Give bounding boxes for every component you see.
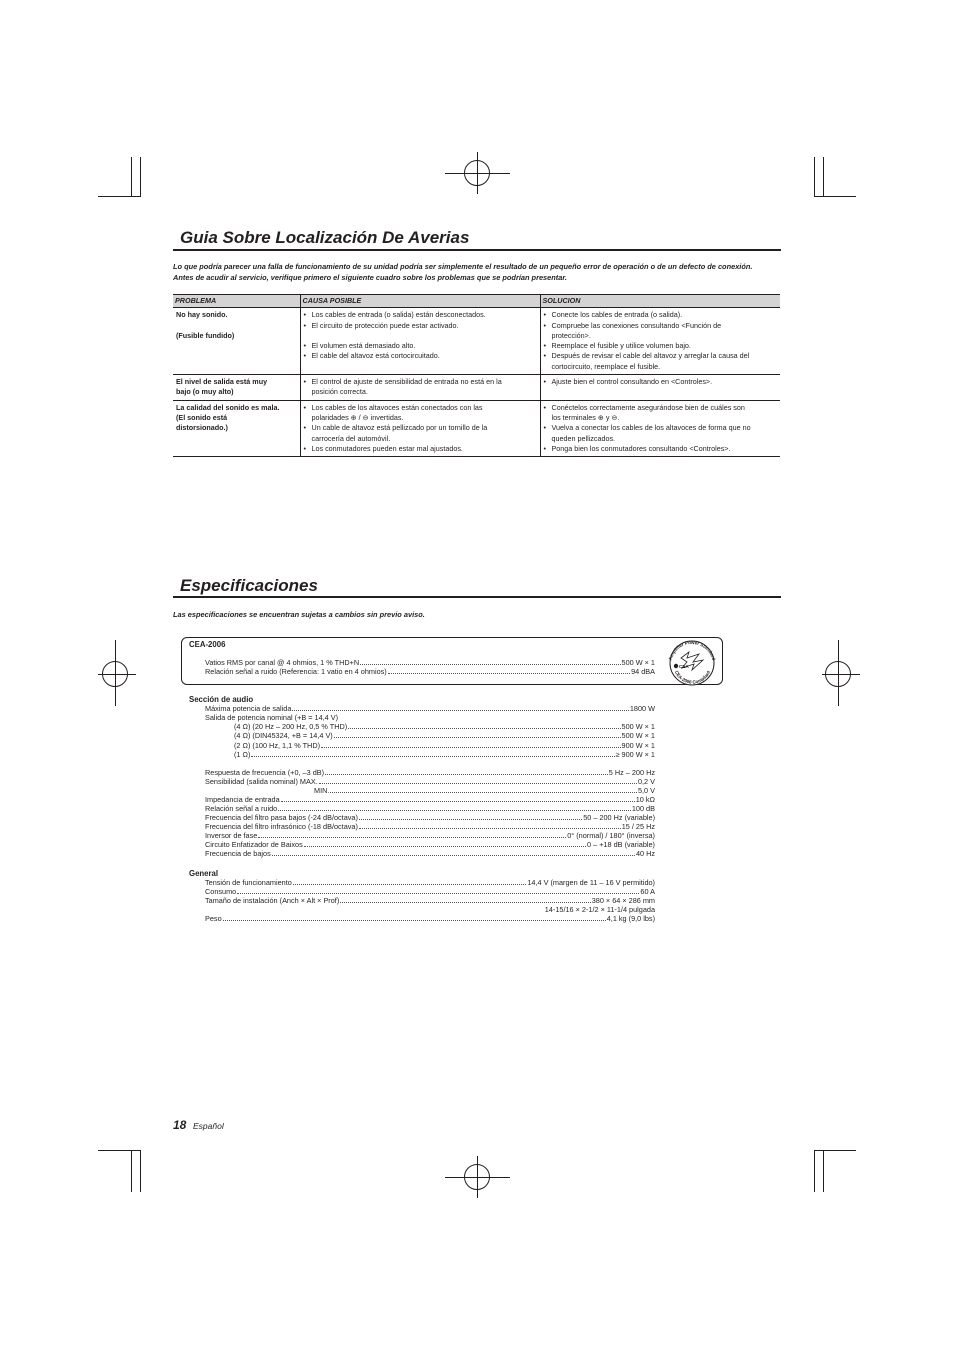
spec-label: Respuesta de frecuencia (+0, –3 dB): [205, 768, 325, 777]
item-line: • Los cables de entrada (o salida) están desconectados.: [311, 310, 486, 320]
leader-dots: [359, 813, 582, 820]
item-line: • Compruebe las conexiones consultando <Función de: [551, 320, 722, 330]
general-heading: General: [189, 869, 219, 878]
spec-label: Frecuencia del filtro infrasónico (-18 dB/octava): [205, 822, 358, 831]
solution-item: [544, 351, 778, 372]
badge-arc-bottom: CEA-2006 Compliant: [673, 669, 712, 685]
badge-arc-top: Amplifier Power Standard: [667, 639, 717, 661]
cause-item: [304, 341, 537, 351]
spec-value: 380 × 64 × 286 mm: [591, 896, 655, 905]
spec-label: Inversor de fase: [205, 831, 258, 840]
leader-dots: [206, 905, 544, 912]
spec-row: [205, 878, 655, 887]
table-row: [173, 400, 780, 456]
audio-heading: Sección de audio: [189, 695, 254, 704]
leader-dots: [330, 786, 637, 793]
leader-dots: [334, 731, 621, 738]
spec-value: 100 dB: [631, 804, 655, 813]
spec-label: Tamaño de instalación (Anch × Alt × Prof): [205, 896, 340, 905]
leader-dots: [319, 777, 637, 784]
spec-value: 60 A: [640, 887, 655, 896]
item-line: • Conecte los cables de entrada (o salida).: [551, 310, 683, 320]
leader-dots: [293, 878, 527, 885]
spec-row: [205, 849, 655, 858]
spec-value: ≥ 900 W × 1: [615, 750, 655, 759]
page-number: 18: [173, 1118, 187, 1132]
specs-rule: [173, 596, 781, 598]
spec-label: (4 Ω) (DIN45324, +B = 14,4 V): [234, 731, 333, 740]
table-row: [173, 308, 780, 375]
cause-item: [304, 403, 537, 424]
item-line: • Los cables de los altavoces están conectados con las: [311, 402, 483, 412]
leader-dots: [278, 804, 631, 811]
leader-dots: [348, 722, 620, 729]
cause-cell: [300, 400, 540, 456]
cea-heading: CEA-2006: [189, 640, 226, 649]
spec-value: 5,0 V: [637, 786, 655, 795]
item-line: • Reemplace el fusible y utilice volumen bajo.: [551, 341, 691, 351]
spec-row: [234, 741, 655, 750]
spec-value: 14-15/16 × 2-1/2 × 11-1/4 pulgada: [544, 905, 655, 914]
spec-label: Impedancia de entrada: [205, 795, 280, 804]
item-line: • Un cable de altavoz está pellizcado por un tornillo de la: [311, 423, 488, 433]
item-line: • Vuelva a conectar los cables de los altavoces de forma que no: [551, 423, 751, 433]
spec-label: (2 Ω) (100 Hz, 1,1 % THD): [234, 741, 321, 750]
spec-value: 900 W × 1: [621, 741, 655, 750]
spec-value: 4,1 kg (9,0 lbs): [606, 914, 655, 923]
cause-item: [304, 321, 537, 331]
spec-row: [205, 840, 655, 849]
spec-row: [314, 786, 655, 795]
spec-value: 50 – 200 Hz (variable): [583, 813, 655, 822]
cause-cell: [300, 375, 540, 401]
leader-dots: [340, 896, 590, 903]
spec-row: [234, 750, 655, 759]
table-header-row: [173, 295, 780, 308]
problem-line: distorsionado.): [176, 423, 228, 433]
problem-line: (Fusible fundido): [176, 330, 235, 340]
leader-dots: [339, 713, 654, 720]
item-line: queden pellizcados.: [551, 433, 616, 443]
spec-label: Tensión de funcionamiento: [205, 878, 292, 887]
item-line: • Los conmutadores pueden estar mal ajustados.: [311, 443, 463, 453]
problem-line: La calidad del sonido es mala.: [176, 402, 280, 412]
item-line: cortocircuito, reemplace el fusible.: [551, 361, 661, 371]
solution-item: [544, 444, 778, 454]
spec-value: 0,2 V: [637, 777, 655, 786]
cause-item: [304, 377, 537, 398]
spec-row: [205, 795, 655, 804]
spec-row: [205, 905, 655, 914]
leader-dots: [258, 831, 566, 838]
item-line: los terminales ⊕ y ⊖.: [551, 412, 620, 422]
spec-value: 0 – +18 dB (variable): [587, 840, 655, 849]
solution-item: [544, 423, 778, 444]
spec-label: Relación señal a ruido (Referencia: 1 vatio en 4 ohmios): [205, 667, 387, 676]
cause-cell: [300, 308, 540, 375]
cause-item: [304, 351, 537, 361]
solution-item: [544, 310, 778, 320]
spec-label: Vatios RMS por canal @ 4 ohmios, 1 % THD+N: [205, 658, 360, 667]
item-line: carrocería del automóvil.: [311, 433, 391, 443]
cea-compliance-badge-icon: [665, 638, 719, 688]
header-problem: PROBLEMA: [173, 295, 300, 308]
spec-row: [205, 804, 655, 813]
item-line: posición correcta.: [311, 387, 368, 397]
spec-label: Salida de potencia nominal (+B = 14,4 V): [205, 713, 339, 722]
solution-item: [544, 377, 778, 387]
problem-cell: [173, 375, 300, 401]
item-line: • Después de revisar el cable del altavoz y arreglar la causa del: [551, 351, 750, 361]
problem-line: (El sonido está: [176, 412, 228, 422]
spec-label: MIN.: [314, 786, 330, 795]
leader-dots: [359, 822, 621, 829]
leader-dots: [281, 795, 635, 802]
spec-value: 15 / 25 Hz: [621, 822, 655, 831]
spec-value: 10 kΩ: [635, 795, 655, 804]
item-line: • El cable del altavoz está cortocircuitado.: [311, 351, 440, 361]
spec-label: (1 Ω): [234, 750, 251, 759]
problem-line: No hay sonido.: [176, 310, 228, 320]
solution-cell: [540, 375, 780, 401]
leader-dots: [325, 768, 608, 775]
problem-line: bajo (o muy alto): [176, 387, 234, 397]
leader-dots: [360, 658, 620, 665]
leader-dots: [272, 849, 635, 856]
spec-value: 94 dBA: [631, 667, 655, 676]
leader-dots: [304, 840, 586, 847]
solution-cell: [540, 400, 780, 456]
spec-row: [205, 896, 655, 905]
title-rule: [173, 249, 781, 251]
spec-label: Consumo: [205, 887, 237, 896]
leader-dots: [251, 750, 614, 757]
spec-row: [205, 768, 655, 777]
specs-note: Las especificaciones se encuentran sujetas a cambios sin previo aviso.: [173, 610, 425, 619]
troubleshooting-title: Guia Sobre Localización De Averias: [180, 228, 470, 247]
problem-cell: [173, 308, 300, 375]
item-line: • Ajuste bien el control consultando en <Controles>.: [551, 377, 713, 387]
spec-value: 0° (normal) / 180° (inversa): [567, 831, 655, 840]
spec-value: 500 W × 1: [621, 658, 655, 667]
spec-label: Circuito Enfatizador de Baixos: [205, 840, 303, 849]
spec-value: 500 W × 1: [621, 722, 655, 731]
problem-line: El nivel de salida está muy: [176, 377, 268, 387]
spec-value: 500 W × 1: [621, 731, 655, 740]
item-line: protección>.: [551, 330, 591, 340]
spec-row: [205, 813, 655, 822]
spec-value: 40 Hz: [635, 849, 655, 858]
solution-cell: [540, 308, 780, 375]
spec-row: [205, 777, 655, 786]
spec-row: [205, 822, 655, 831]
item-line: polaridades ⊕ / ⊖ invertidas.: [311, 412, 404, 422]
item-line: • Ponga bien los conmutadores consultando <Controles>.: [551, 443, 731, 453]
cause-item: [304, 444, 537, 454]
spec-value: 5 Hz – 200 Hz: [608, 768, 655, 777]
solution-item: [544, 403, 778, 424]
spec-label: Relación señal a ruido: [205, 804, 278, 813]
spec-label: Máxima potencia de salida: [205, 704, 292, 713]
specs-title: Especificaciones: [180, 576, 318, 595]
leader-dots: [321, 741, 621, 748]
cause-item: [304, 423, 537, 444]
troubleshooting-table: [173, 294, 780, 457]
problem-cell: [173, 400, 300, 456]
spec-row: [205, 914, 655, 923]
item-line: • El control de ajuste de sensibilidad de entrada no está en la: [311, 377, 502, 387]
table-row: [173, 375, 780, 401]
spec-label: Frecuencia de bajos: [205, 849, 271, 858]
leader-dots: [292, 704, 628, 711]
leader-dots: [237, 887, 639, 894]
solution-item: [544, 341, 778, 351]
item-line: • El circuito de protección puede estar activado.: [311, 320, 459, 330]
item-line: • Conéctelos correctamente asegurándose bien de cuáles son: [551, 402, 745, 412]
badge-mark: CEA: [679, 664, 689, 669]
spec-label: Frecuencia del filtro pasa bajos (-24 dB/octava): [205, 813, 358, 822]
spec-row: [205, 887, 655, 896]
spec-row: [205, 658, 655, 667]
spec-label: (4 Ω) (20 Hz – 200 Hz, 0,5 % THD): [234, 722, 348, 731]
leader-dots: [388, 667, 630, 674]
page-language: Español: [193, 1121, 224, 1131]
spec-row: [205, 704, 655, 713]
spec-row: [205, 713, 655, 722]
spec-label: Sensibilidad (salida nominal) MAX.: [205, 777, 318, 786]
header-solution: SOLUCION: [540, 295, 780, 308]
spec-row: [234, 731, 655, 740]
spacer: [304, 331, 537, 341]
spec-row: [205, 667, 655, 676]
troubleshooting-intro: Lo que podría parecer una falla de funcionamiento de su unidad podría ser simplemente el resultado de un pequeño error de operación o de un defecto de conexión. Antes de acudir al servicio, verifique primero el siguiente cuadro sobre los problemas que se podrían presentar.: [173, 262, 753, 282]
spec-row: [205, 831, 655, 840]
leader-dots: [223, 914, 606, 921]
cause-item: [304, 310, 537, 320]
header-cause: CAUSA POSIBLE: [300, 295, 540, 308]
solution-item: [544, 321, 778, 342]
spec-label: Peso: [205, 914, 222, 923]
spec-value: 14,4 V (margen de 11 – 16 V permitido): [527, 878, 655, 887]
item-line: • El volumen está demasiado alto.: [311, 341, 416, 351]
spec-value: 1800 W: [629, 704, 655, 713]
problem-line: [176, 321, 297, 331]
spec-row: [234, 722, 655, 731]
